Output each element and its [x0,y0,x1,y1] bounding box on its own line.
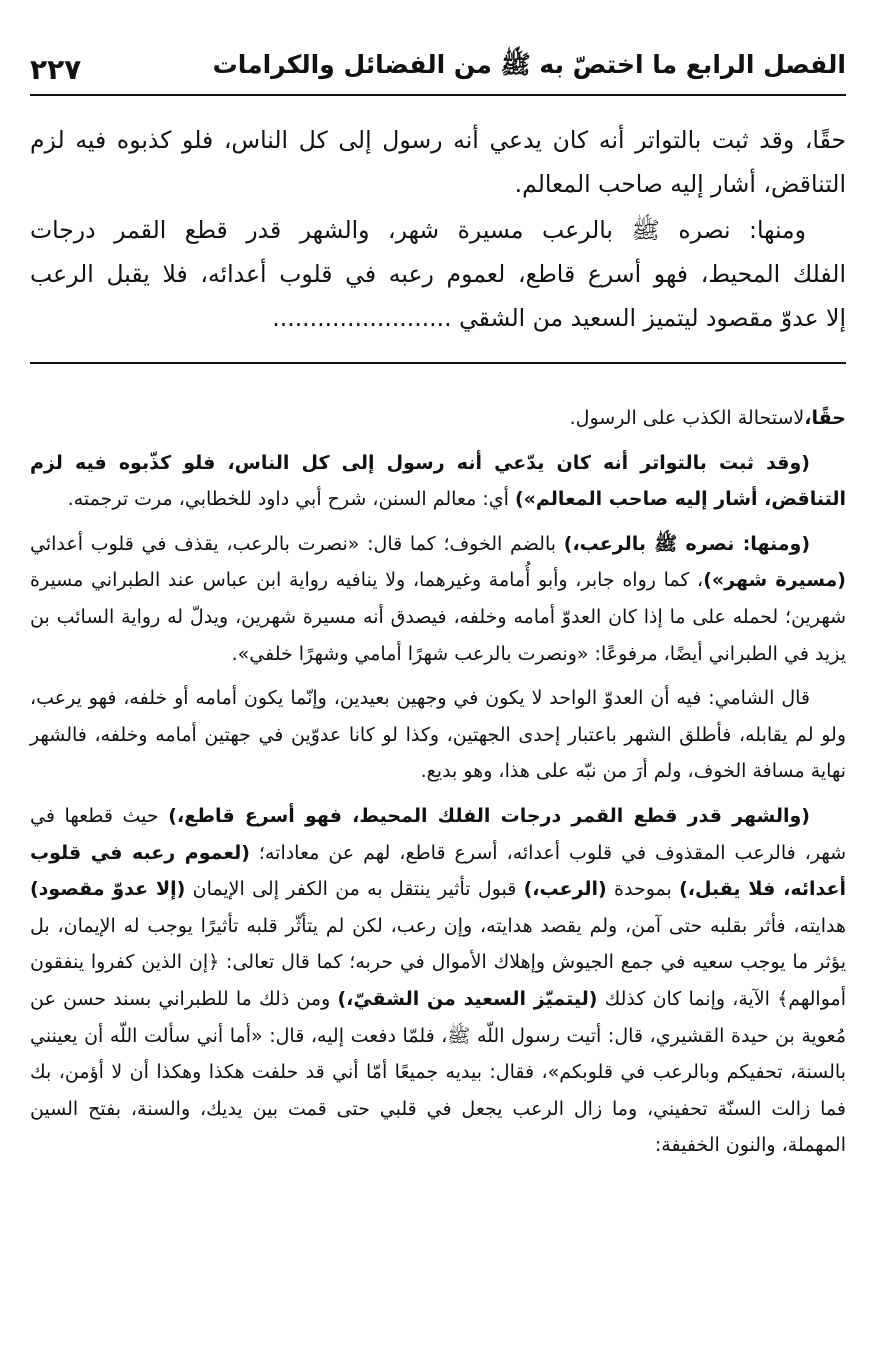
quoted-term: (إلا عدوّ مقصود) [30,878,186,901]
commentary-text-span: حيث قطعها في شهر، فالرعب المقذوف في قلوب أعدائه، أسرع قاطع، لهم عن معاداته؛ [30,804,846,864]
commentary-paragraph [30,400,846,437]
matn-line: ومنها: نصره ﷺ بالرعب مسيرة شهر، والشهر قدر قطع القمر درجات [30,216,806,244]
commentary-paragraph [30,526,846,672]
matn-line: الفلك المحيط، فهو أسرع قاطع، لعموم رعبه في قلوب أعدائه، فلا يقبل الرعب [30,260,846,288]
quoted-term: (مسيرة شهر») [703,569,846,592]
commentary-text-span: لاستحالة الكذب على الرسول. [569,407,805,429]
quoted-term: حقًا، [804,407,846,429]
commentary-text-span: هدايته، فأثر بقلبه حتى آمن، ولم يقصد هدايته، وإن رعب، لكن لم يتأثّر قلبه تأثيرًا يوجب له الإيمان، بل يؤثر ما يوجب سعيه في جمع الجيوش وإهلاك الأموال في حربه؛ كما قال تعالى: ﴿إن الذين كفروا ينفقون أموالهم﴾ الآية، وإنما كان كذلك [30,914,846,1010]
commentary-paragraph [30,798,846,1164]
quoted-term: (وقد ثبت بالتواتر أنه كان يدّعي أنه رسول إلى كل الناس، فلو كذّبوه فيه لزم التناقض، أشار إليه صاحب المعالم») [30,451,846,511]
matn-line: حقًا، وقد ثبت بالتواتر أنه كان يدعي أنه رسول إلى كل الناس، فلو كذبوه فيه لزم [30,126,846,154]
matn-line [30,296,846,340]
commentary-text-span: ، كما رواه جابر، وأبو أُمامة وغيرهما، ولا ينافيه رواية ابن عباس عند الطبراني مسيرة شهرين؛ لحمله على ما إذا كان العدوّ أمامه وخلفه، فيصدق أنه مسيرة شهرين، ويدلّ له رواية السائب بن يزيد في الطبراني أيضًا، مرفوعًا: «ونصرت بالرعب شهرًا أمامي وشهرًا خلفي». [30,569,846,665]
commentary-paragraph [30,680,846,790]
main-text [30,118,846,340]
quoted-term: (لعموم رعبه في قلوب أعدائه، فلا يقبل،) [30,841,846,901]
commentary-text-span: بموحدة [606,878,680,901]
page-number: ٢٢٧ [30,53,82,86]
commentary-text-span: قبول تأثير ينتقل به من الكفر إلى الإيمان [185,878,524,901]
commentary-text-span: قال الشامي: فيه أن العدوّ الواحد لا يكون في وجهين بعيدين، وإنّما يكون أمامه أو خلفه، فهو يرعب، ولو لم يقابله، فأطلق الشهر باعتبار إحدى الجهتين، وكذا لو كانا عدوّين في جهتين أمامه وخلفه، فالشهر نهاية مسافة الخوف، ولم أرَ من نبّه على هذا، وهو بديع. [30,687,846,783]
chapter-title: الفصل الرابع ما اختصّ به ﷺ من الفضائل والكرامات [212,50,846,79]
commentary-paragraph [30,445,846,518]
quoted-term: (ليتميّز السعيد من الشقيّ،) [337,987,598,1010]
quoted-term: (والشهر قدر قطع القمر درجات الفلك المحيط، فهو أسرع قاطع،) [168,804,810,827]
quoted-term: (ومنها: نصره ﷺ بالرعب،) [563,532,810,555]
commentary-text-span: ومن ذلك ما للطبراني بسند حسن عن مُعوية بن حيدة القشيري، قال: أتيت رسول اللّه ﷺ، فلمّا دفعت إليه، قال: «أما أني سألت اللّه أن يعينني بالسنة، تحفيكم وبالرعب في قلوبكم»، فقال: بيديه جميعًا أمّا أني قد حلفت هكذا وهكذا أن لا أؤمن، بك فما زالت السنّة تحفيني، وما زال الرعب يجعل في قلبي حتى قمت بين يديك، والسنة، بفتح السين المهملة، والنون الخفيفة: [30,987,846,1157]
page-header [30,38,846,96]
matn-line-text: إلا عدوّ مقصود ليتميز السعيد من الشقي [459,304,846,332]
commentary-text [30,400,846,1164]
commentary-text-span: بالضم الخوف؛ كما قال: «نصرت بالرعب، يقذف في قلوب أعدائي [30,532,564,555]
footnote-divider [30,362,846,364]
quoted-term: (الرعب،) [523,878,607,901]
ellipsis-dots: ........................ [272,304,452,332]
commentary-text-span: أي: معالم السنن، شرح أبي داود للخطابي، مرت ترجمته. [67,488,515,511]
matn-line: التناقض، أشار إليه صاحب المعالم. [514,170,846,198]
